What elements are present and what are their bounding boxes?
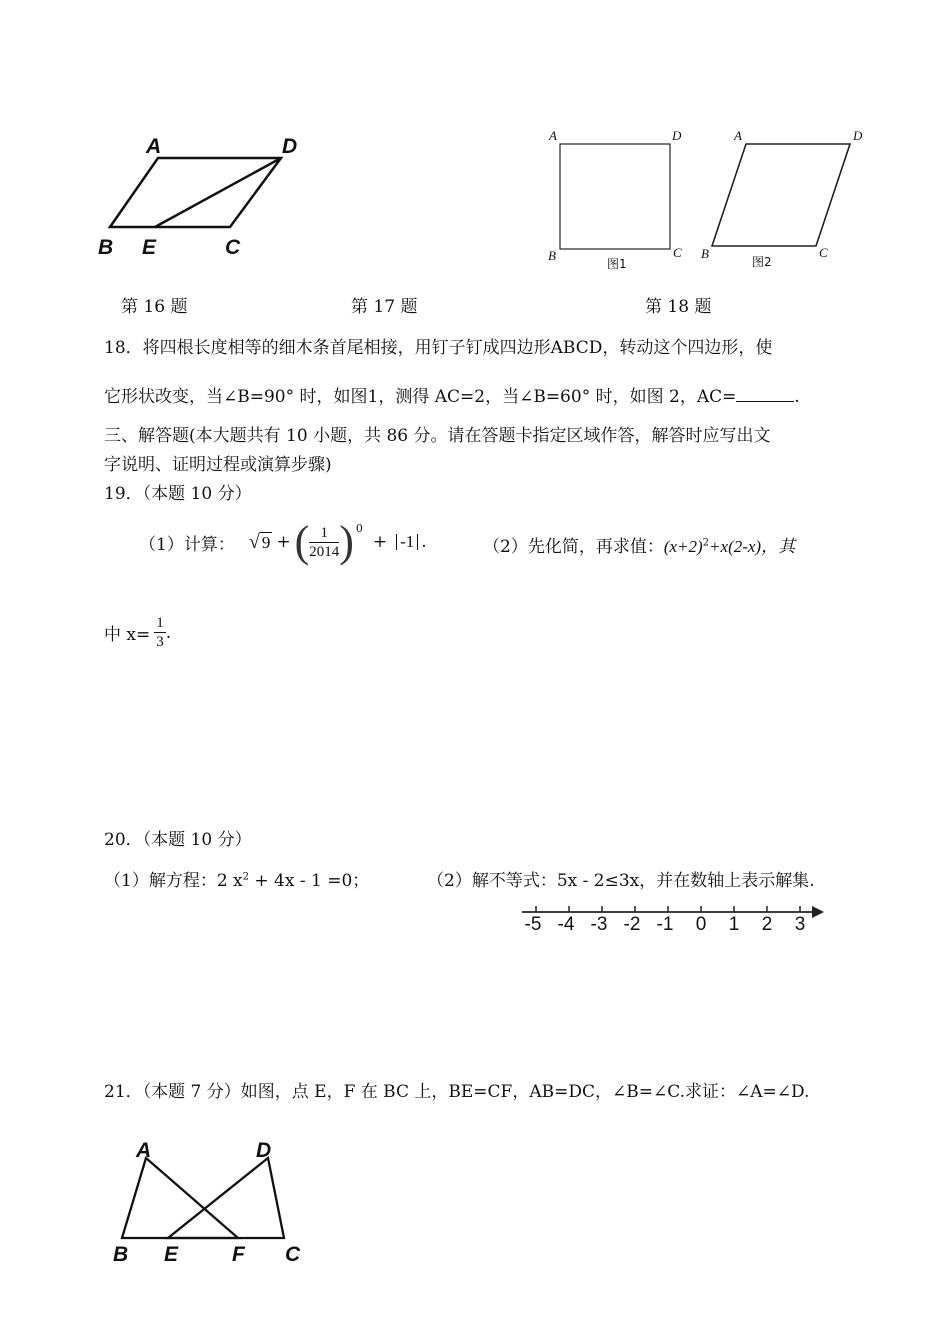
x-den: 3 [156, 634, 164, 650]
q19-line2-end: . [165, 622, 172, 643]
fig21-label-f: F [232, 1243, 245, 1266]
fig18-1-label-a: A [549, 128, 557, 143]
tick-label: 0 [695, 914, 707, 935]
tick-label: -5 [524, 914, 542, 935]
fig18-2-label-a: A [734, 128, 742, 143]
fig18-1-label-b: B [548, 248, 556, 263]
abs-value: -1 [400, 532, 415, 551]
figure-16 [95, 132, 335, 267]
left-paren: ( [294, 517, 310, 566]
q18-line2 [104, 382, 800, 407]
fraction-1-3 [154, 614, 166, 651]
plus-2: + [372, 532, 388, 552]
tick-label: -3 [590, 914, 608, 935]
plus-1: + [276, 532, 291, 552]
fraction-1-2014 [309, 524, 339, 561]
q20-header: 20．（本题 10 分） [104, 830, 252, 850]
q19-p1-end: . [421, 532, 427, 552]
fig16-label-c: C [225, 236, 241, 259]
fig16-label-d: D [282, 135, 298, 158]
fig21-label-c: C [285, 1243, 301, 1266]
q20-p1-text: （1）解方程：2 x [104, 871, 243, 891]
fig16-label-a: A [146, 135, 162, 158]
q20-part2: （2）解不等式：5x - 2≤3x，并在数轴上表示解集. [427, 871, 815, 891]
number-line [518, 898, 828, 938]
abs-bar-left [396, 534, 397, 550]
tick-label: 3 [794, 914, 806, 935]
q19-p1-label: （1）计算： [139, 534, 235, 555]
segment-ed [155, 158, 281, 227]
q21-text: 21．（本题 7 分）如图，点 E，F 在 BC 上，BE=CF，AB=DC，∠B=∠C.求证：∠A=∠D. [104, 1082, 810, 1102]
q19-header: 19．（本题 10 分） [104, 484, 252, 504]
section3-line2: 字说明、证明过程或演算步骤) [104, 455, 332, 475]
x-num: 1 [156, 615, 164, 631]
tick-label: 1 [728, 914, 740, 935]
triangle-abf [122, 1158, 238, 1238]
figure-18-2 [700, 130, 870, 270]
caption-q18: 第 18 题 [645, 297, 712, 317]
rhombus-abcd [712, 144, 850, 246]
figure-18-2-drawing [700, 130, 870, 270]
fig18-caption-2: 图2 [752, 255, 772, 269]
q20-p1-rest: + 4x - 1 =0； [249, 871, 370, 891]
frac-num: 1 [309, 524, 339, 543]
sqrt-arg: 9 [261, 532, 271, 552]
fig21-label-a: A [136, 1139, 152, 1162]
q19-p2-exp: 2 [702, 537, 710, 549]
fig21-label-e: E [164, 1243, 179, 1266]
q18-line2-text: 它形状改变，当∠B=90° 时，如图1，测得 AC=2，当∠B=60° 时，如图 2，AC= [104, 387, 737, 407]
answer-blank [736, 387, 794, 402]
section3-line1: 三、解答题(本大题共有 10 小题，共 86 分。请在答题卡指定区域作答，解答时应写出文 [104, 426, 771, 446]
tick-label: 2 [761, 914, 773, 935]
parallelogram-abcd [110, 158, 281, 227]
fig18-caption-1: 图1 [607, 257, 627, 271]
fig21-label-d: D [256, 1139, 272, 1162]
q20-p1-exp: 2 [242, 871, 249, 883]
q19-line2-pre: 中 x= [104, 625, 151, 645]
q19-part1 [139, 514, 427, 570]
q18-line1: 18．将四根长度相等的细木条首尾相接，用钉子钉成四边形ABCD，转动这个四边形，使 [104, 338, 773, 358]
exp-zero: 0 [355, 522, 363, 535]
caption-q17: 第 17 题 [351, 297, 418, 317]
square-abcd [560, 144, 670, 249]
tick-label: -4 [557, 914, 575, 935]
ticks-group [536, 906, 800, 912]
fig18-2-label-d: D [853, 128, 863, 143]
fig21-label-b: B [113, 1243, 129, 1266]
tick-label: -1 [656, 914, 674, 935]
q19-p2-expr-b: +x(2-x)，其 [709, 537, 796, 556]
tick-label: -2 [623, 914, 641, 935]
q19-p2-expr-a: (x+2) [663, 537, 703, 556]
fig18-1-label-c: C [673, 245, 682, 260]
fig18-2-label-c: C [819, 245, 828, 260]
right-paren: ) [339, 517, 354, 566]
fig18-2-label-b: B [701, 246, 709, 261]
fig16-label-e: E [142, 236, 157, 259]
q19-p2-label: （2）先化简，再求值： [483, 537, 664, 557]
q18-line2-end: . [794, 387, 800, 407]
abs-bar-right [417, 534, 418, 550]
triangle-dce [168, 1158, 284, 1238]
frac-den: 2014 [309, 543, 340, 560]
q19-part2 [483, 532, 795, 557]
q19-line2 [104, 614, 171, 651]
figure-16-drawing [95, 132, 335, 267]
sqrt-symbol: √ [248, 530, 260, 553]
fig16-label-b: B [98, 236, 114, 259]
q20-part1 [104, 866, 369, 891]
fig18-1-label-d: D [672, 128, 682, 143]
caption-q16: 第 16 题 [121, 297, 188, 317]
